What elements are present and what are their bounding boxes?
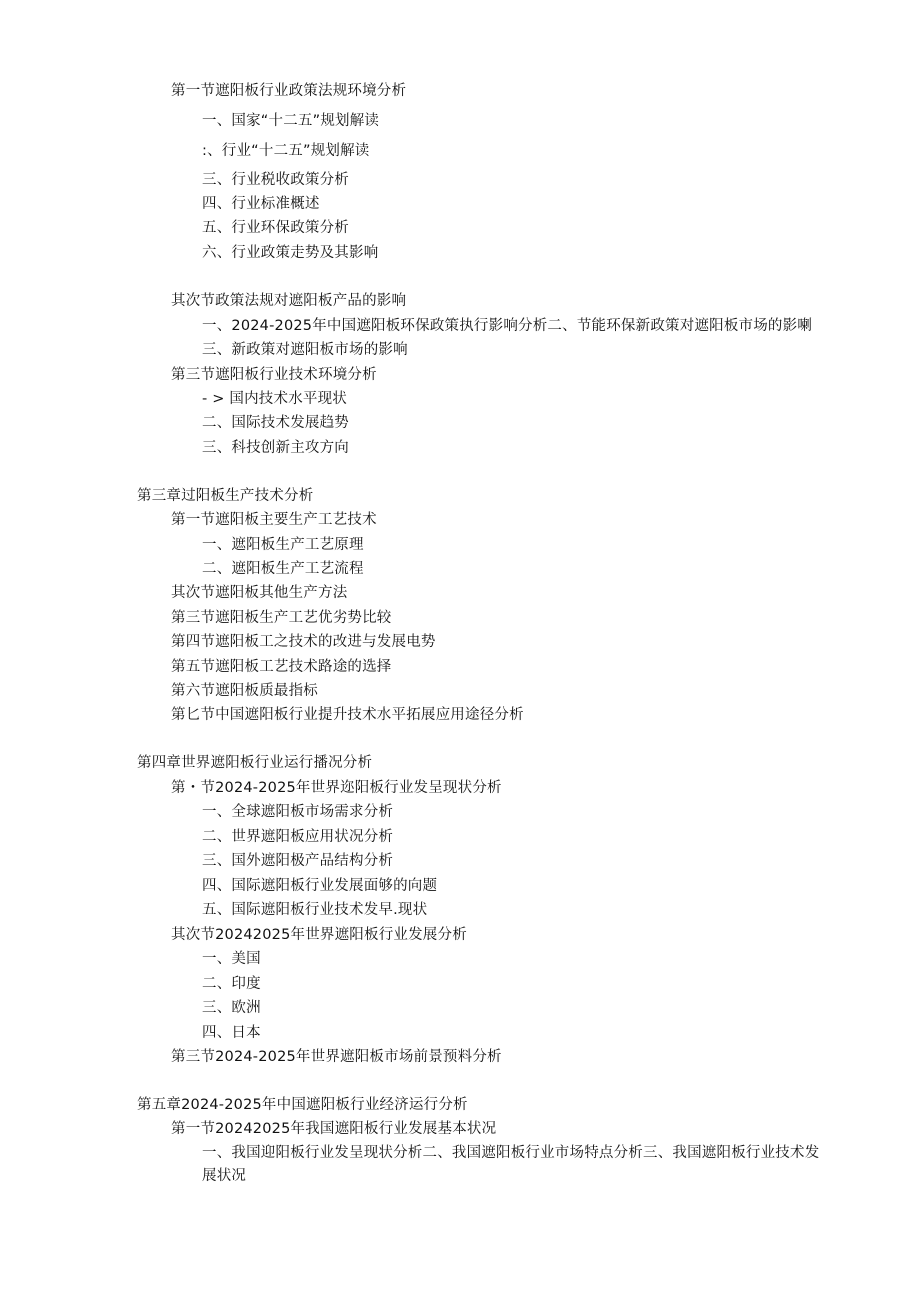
toc-item: 二、国际技术发展趋势 [202,415,349,431]
toc-item: 一、我国迎阳板行业发呈现状分析二、我国遮阳板行业市场特点分析三、我国遮阳板行业技术发展状况 [202,1145,820,1184]
toc-section: 第五节遮阳板工艺技术路途的选择 [171,659,392,675]
toc-item: - > 国内技术水平现状 [202,391,347,407]
toc-item: 一、美国 [202,951,261,967]
toc-section: 第三节遮阳板生产工艺优劣势比较 [171,610,392,626]
toc-chapter: 第三章过阳板生产技术分析 [137,488,314,504]
toc-section: 第四节遮阳板工之技术的改进与发展电势 [171,634,436,650]
toc-item: :、行业“十二五”规划解读 [202,143,370,159]
toc-section: 其次节20242025年世界遮阳板行业发展分析 [171,927,467,943]
toc-section: 第一节20242025年我国遮阳板行业发展基本状况 [171,1121,497,1137]
toc-item: 一、2024-2025年中国遮阳板环保政策执行影响分析二、节能环保新政策对遮阳板市场的影喇 [202,318,813,334]
toc-section: 其次节政策法规对遮阳板产品的影响 [171,293,407,309]
toc-section: 第三节2024-2025年世界遮阳板市场前景预料分析 [171,1049,502,1065]
toc-section: 其次节遮阳板其他生产方法 [171,585,348,601]
toc-section: 第六节遮阳板质最指标 [171,683,318,699]
toc-item: 一、全球遮阳板市场需求分析 [202,804,394,820]
toc-section: 第一节遮阳板主要生产工艺技术 [171,512,377,528]
toc-item: 一、遮阳板生产工艺原理 [202,537,364,553]
toc-item: 二、世界遮阳板应用状况分析 [202,829,394,845]
toc-section: 第・节2024-2025年世界迩阳板行业发呈现状分析 [171,780,502,796]
toc-item: 四、日本 [202,1025,261,1041]
toc-item: 二、遮阳板生产工艺流程 [202,561,364,577]
toc-item: 三、新政策对遮阳板市场的影响 [202,342,408,358]
toc-item: 五、行业环保政策分析 [202,220,349,236]
toc-item: 三、科技创新主攻方向 [202,440,349,456]
toc-item: 三、行业税收政策分析 [202,172,349,188]
toc-item: 三、欧洲 [202,1000,261,1016]
toc-section: 第三节遮阳板行业技术环境分析 [171,367,377,383]
toc-section: 第匕节中国遮阳板行业提升技术水平拓展应用途径分析 [171,707,524,723]
toc-chapter: 第四章世界遮阳板行业运行播况分析 [137,755,373,771]
toc-item: 二、印度 [202,976,261,992]
toc-item: 五、国际遮阳板行业技术发早.现状 [202,902,428,918]
toc-item: 四、国际遮阳板行业发展面够的向题 [202,878,438,894]
toc-item: 一、国家“十二五”规划解读 [202,113,380,129]
toc-item: 四、行业标准概述 [202,196,320,212]
toc-section: 第一节遮阳板行业政策法规环境分析 [171,83,407,99]
toc-item: 三、国外遮阳极产品结构分析 [202,853,394,869]
toc-item: 六、行业政策走势及其影响 [202,245,379,261]
toc-chapter: 第五章2024-2025年中国遮阳板行业经济运行分析 [137,1097,468,1113]
